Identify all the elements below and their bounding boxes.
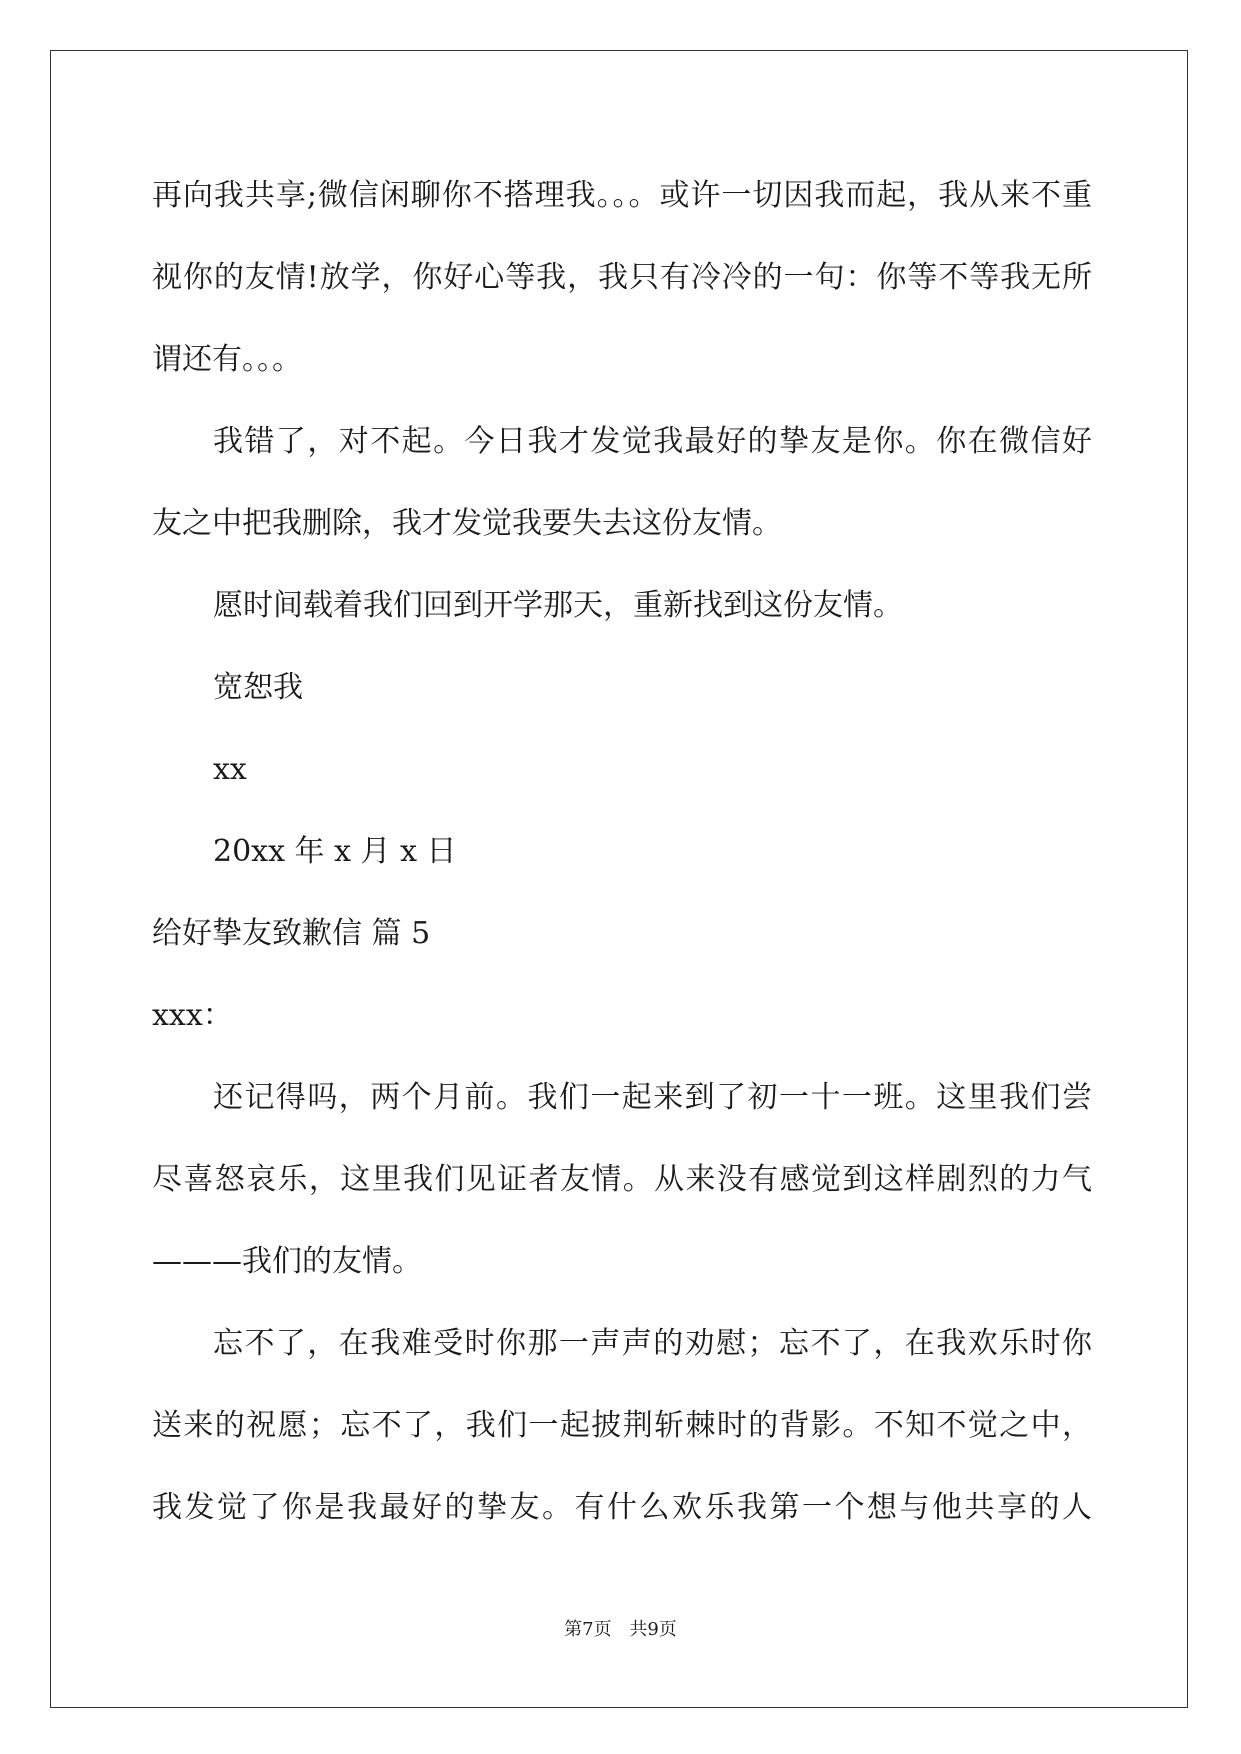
text-line: 送来的祝愿；忘不了，我们一起披荆斩棘时的背影。不知不觉之中， <box>152 1408 1092 1443</box>
salutation: xxx： <box>152 998 233 1033</box>
text-line: 忘不了，在我难受时你那一声声的劝慰；忘不了，在我欢乐时你 <box>213 1326 1092 1361</box>
signature: xx <box>213 752 247 787</box>
closing-line: 宽恕我 <box>213 670 303 705</box>
section-heading: 给好挚友致歉信 篇 5 <box>152 916 431 951</box>
text-line: 我发觉了你是我最好的挚友。有什么欢乐我第一个想与他共享的人 <box>152 1490 1092 1525</box>
current-page-number: 第7页 <box>564 1619 612 1640</box>
text-line: 愿时间载着我们回到开学那天，重新找到这份友情。 <box>213 588 903 623</box>
text-line: ———我们的友情。 <box>152 1244 422 1279</box>
text-line: 友之中把我删除，我才发觉我要失去这份友情。 <box>152 506 782 541</box>
page-footer <box>0 1615 1241 1641</box>
total-page-count: 共9页 <box>629 1619 677 1640</box>
text-line: 尽喜怒哀乐，这里我们见证者友情。从来没有感觉到这样剧烈的力气 <box>152 1162 1092 1197</box>
text-line: 我错了，对不起。今日我才发觉我最好的挚友是你。你在微信好 <box>213 424 1092 459</box>
text-line: 谓还有。。。 <box>152 342 302 377</box>
date-line: 20xx 年 x 月 x 日 <box>213 834 457 869</box>
text-line: 再向我共享;微信闲聊你不搭理我。。。或许一切因我而起，我从来不重 <box>152 178 1092 213</box>
document-body <box>152 155 1092 1549</box>
text-line: 还记得吗，两个月前。我们一起来到了初一十一班。这里我们尝 <box>213 1080 1092 1115</box>
text-line: 视你的友情!放学，你好心等我，我只有冷冷的一句：你等不等我无所 <box>152 260 1092 295</box>
